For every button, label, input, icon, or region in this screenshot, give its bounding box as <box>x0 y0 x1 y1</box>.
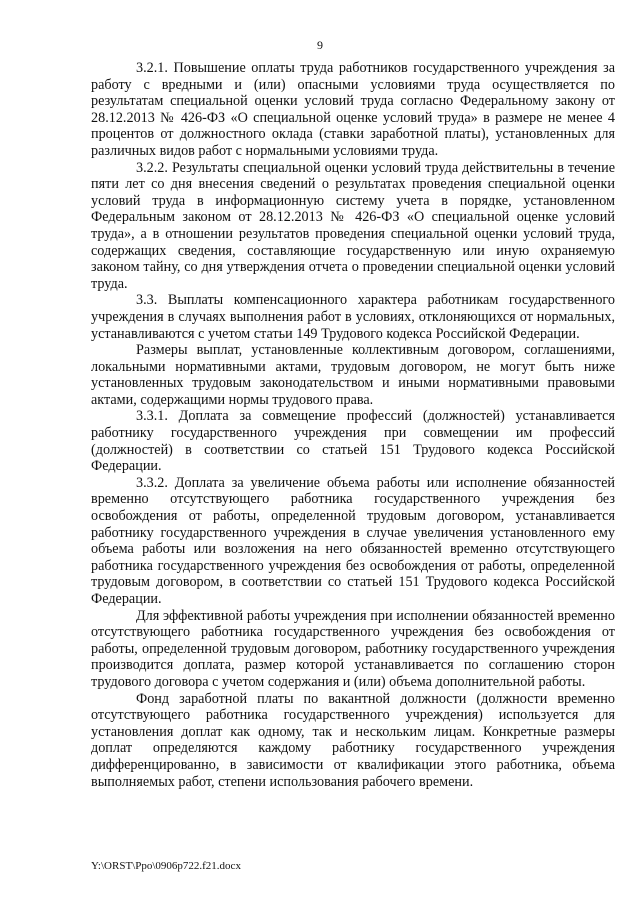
paragraph-3-3-1: 3.3.1. Доплата за совмещение профессий (должностей) устанавливается работнику государственного учреждения при совмещении им профессий (должностей) в соответствии со статьей 151 Трудового кодекса Российской Федерации. <box>91 408 615 475</box>
paragraph-3-3-2: 3.3.2. Доплата за увеличение объема работы или исполнение обязанностей временно отсутствующего работника государственного учреждения без освобождения от работы, определенной трудовым договором, устанавливается работнику государственного учреждения в случае увеличения установленного ему объема работы или возложения на него обязанностей временно отсутствующего работника государственного учреждения без освобождения от работы, определенной трудовым договором, в соответствии со статьей 151 Трудового кодекса Российской Федерации. <box>91 474 615 607</box>
footer-file-path: Y:\ORST\Ppo\0906p722.f21.docx <box>91 860 241 872</box>
paragraph-payment-sizes: Размеры выплат, установленные коллективным договором, соглашениями, локальными нормативными актами, трудовым договором, не могут быть ниже установленных трудовым законодательством и иными нормативными правовыми актами, содержащими нормы трудового права. <box>91 342 615 408</box>
paragraph-3-2-1: 3.2.1. Повышение оплаты труда работников государственного учреждения за работу с вредными и (или) опасными условиями труда осуществляется по результатам специальной оценки условий труда согласно Федеральному закону от 28.12.2013 № 426-ФЗ «О специальной оценке условий труда» в размере не менее 4 процентов от должностного оклада (ставки заработной платы), установленных для различных видов работ с нормальными условиями труда. <box>91 60 615 159</box>
paragraph-3-3: 3.3. Выплаты компенсационного характера работникам государственного учреждения в случаях выполнения работ в условиях, отклоняющихся от нормальных, устанавливаются с учетом статьи 149 Трудового кодекса Российской Федерации. <box>91 292 615 342</box>
paragraph-effective-work: Для эффективной работы учреждения при исполнении обязанностей временно отсутствующего работника государственного учреждения без освобождения от работы, определенной трудовым договором, работнику государственного учреждения производится доплата, размер которой устанавливается по соглашению сторон трудового договора с учетом содержания и (или) объема дополнительной работы. <box>91 607 615 690</box>
document-body <box>91 60 615 790</box>
paragraph-3-2-2: 3.2.2. Результаты специальной оценки условий труда действительны в течение пяти лет со дня внесения сведений о результатах проведения специальной оценки условий труда в информационную систему учета в порядке, установленном Федеральным законом от 28.12.2013 № 426-ФЗ «О специальной оценке условий труда», а в отношении результатов проведения специальной оценки условий труда, содержащих сведения, составляющие государственную или иную охраняемую законом тайну, со дня утверждения отчета о проведении специальной оценки условий труда. <box>91 159 615 292</box>
page-number: 9 <box>317 38 323 52</box>
paragraph-payroll-fund: Фонд заработной платы по вакантной должности (должности временно отсутствующего работника государственного учреждения) используется для установления доплат как одному, так и нескольким лицам. Конкретные размеры доплат определяются каждому работнику государственного учреждения дифференцированно, в зависимости от квалификации этого работника, объема выполняемых работ, степени использования рабочего времени. <box>91 690 615 790</box>
